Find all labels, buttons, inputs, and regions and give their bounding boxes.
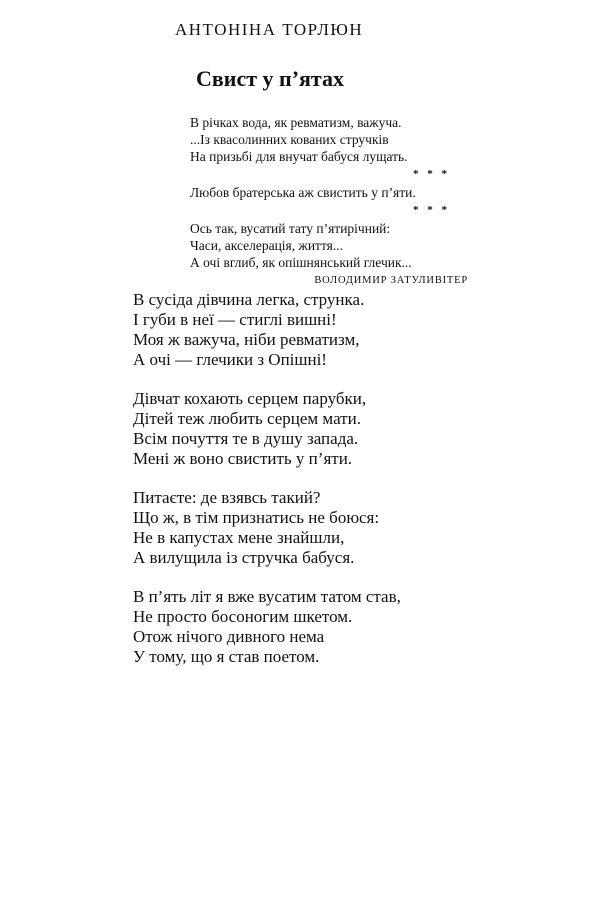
poem-line: Дівчат кохають серцем парубки, <box>133 389 367 408</box>
poem-line: Не в капустах мене знайшли, <box>133 528 345 547</box>
epigraph-line: Часи, акселерація, життя... <box>190 238 344 253</box>
epigraph-line: ...Із квасолинних кованих стручків <box>190 132 389 147</box>
author-name: АНТОНІНА ТОРЛЮН <box>175 20 364 39</box>
poem-line: Що ж, в тім признатись не боюся: <box>133 508 380 527</box>
poem-line: Дітей теж любить серцем мати. <box>133 409 361 428</box>
poem-line: А очі — глечики з Опішні! <box>133 350 327 369</box>
poem-body <box>133 290 401 686</box>
poem-line: Питаєте: де взявсь такий? <box>133 488 321 507</box>
epigraph <box>190 114 480 289</box>
epigraph-line: В річках вода, як ревматизм, важуча. <box>190 115 402 130</box>
poem-title: Свист у п’ятах <box>196 66 344 91</box>
epigraph-line: Любов братерська аж свистить у п’яти. <box>190 185 416 200</box>
epigraph-line: Ось так, вусатий тату п’ятирічний: <box>190 221 391 236</box>
stanza <box>133 587 401 667</box>
stanza <box>133 290 401 370</box>
epigraph-line: А очі вглиб, як опішнянський глечик... <box>190 255 412 270</box>
poem-line: Моя ж важуча, ніби ревматизм, <box>133 330 360 349</box>
asterism-separator: * * * <box>413 204 450 216</box>
epigraph-line: На призьбі для внучат бабуся лущать. <box>190 149 408 164</box>
poem-line: В п’ять літ я вже вусатим татом став, <box>133 587 401 606</box>
poem-line: Всім почуття те в душу запада. <box>133 429 359 448</box>
poem-line: У тому, що я став поетом. <box>133 647 320 666</box>
poem-line: Отож нічого дивного нема <box>133 627 325 646</box>
poem-line: В сусіда дівчина легка, струнка. <box>133 290 365 309</box>
poem-line: Мені ж воно свистить у п’яти. <box>133 449 353 468</box>
stanza <box>133 488 401 568</box>
epigraph-attribution: ВОЛОДИМИР ЗАТУЛИВІТЕР <box>314 275 468 286</box>
asterism-separator: * * * <box>413 168 450 180</box>
poem-line: Не просто босоногим шкетом. <box>133 607 353 626</box>
poem-line: І губи в неї — стиглі вишні! <box>133 310 337 329</box>
stanza <box>133 389 401 469</box>
poem-line: А вилущила із стручка бабуся. <box>133 548 355 567</box>
